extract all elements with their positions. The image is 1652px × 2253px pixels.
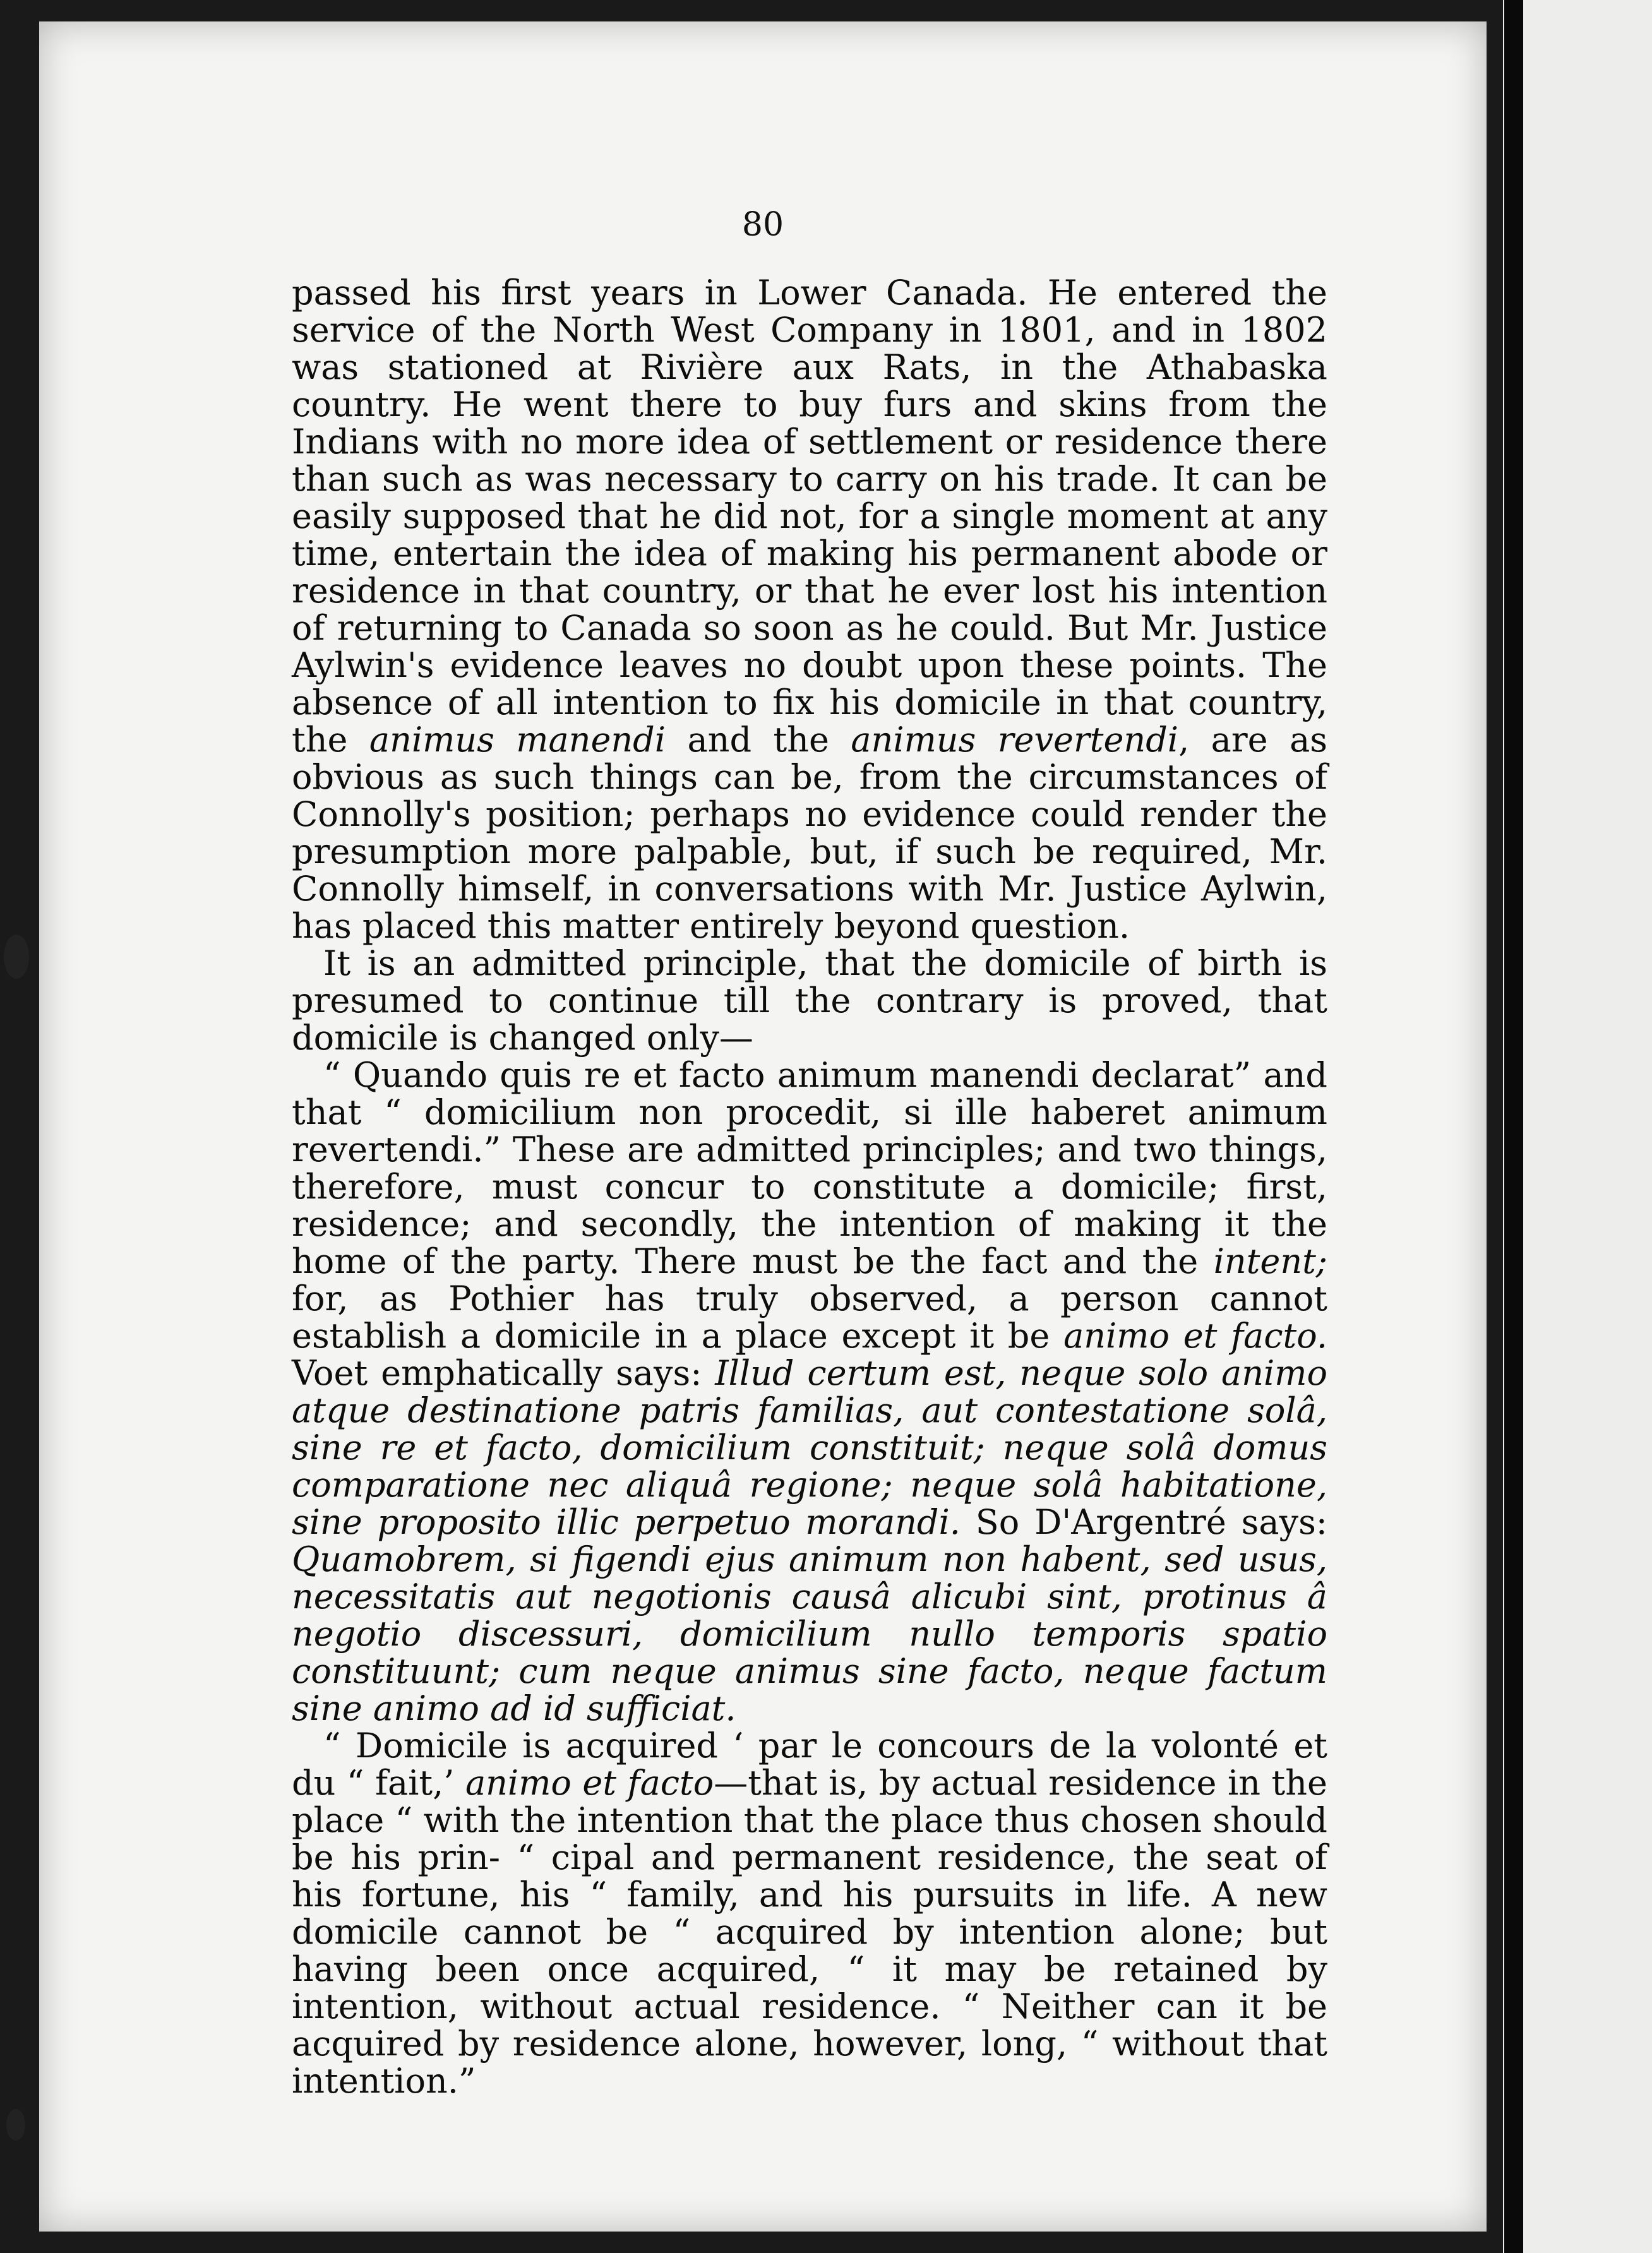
paragraph-p1 xyxy=(292,274,1327,945)
text-run: Voet emphatically says: xyxy=(292,1353,715,1393)
text-run: and the xyxy=(666,720,851,760)
text-run: So D'Argentré says: xyxy=(960,1502,1327,1542)
page-sheet xyxy=(39,21,1487,2232)
text-run: “ Quando quis re et facto animum manendi declarat” and that “ domicilium non procedit, si ille haberet animum revertendi.” These are admitted principles; and two things, therefore, must concur to constitute a domicile; first, residence; and secondly, the intention of making it the home of the party. There must be the fact and the xyxy=(292,1055,1327,1281)
text-run: passed his first years in Lower Canada. He entered the service of the North West Company in 1801, and in 1802 was stationed at Rivière aux Rats, in the Athabaska country. He went there to buy furs and skins from the Indians with no more idea of settlement or residence there than such as was necessary to carry on his trade. It can be easily supposed that he did not, for a single moment at any time, entertain the idea of making his permanent abode or residence in that country, or that he ever lost his intention of returning to Canada so soon as he could. But Mr. Justice Aylwin's evidence leaves no doubt upon these points. The absence of all intention to fix his domicile in that country, the xyxy=(292,273,1327,760)
binding-shadow xyxy=(1504,0,1523,2253)
italic-text: Illud certum est, neque solo animo atque destinatione patris familias, aut contestatione solâ, sine re et facto, domicilium constituit; neque solâ domus comparatione nec aliquâ regione; neque solâ habitatione, sine proposito illic perpetuo morandi. xyxy=(292,1353,1327,1542)
text-run: It is an admitted principle, that the domicile of birth is presumed to continue till the contrary is proved, that domicile is changed only— xyxy=(292,943,1327,1058)
body-text xyxy=(292,274,1327,2100)
text-run: for, as Pothier has truly observed, a person cannot establish a domicile in a place except it be xyxy=(292,1279,1327,1356)
text-run: —that is, by actual residence in the place “ with the intention that the place thus chosen should be his prin- “ cipal and permanent residence, the seat of his fortune, his “ family, and his pursuits in life. A new domicile cannot be “ acquired by intention alone; but having been once acquired, “ it may be retained by intention, without actual residence. “ Neither can it be acquired by residence alone, however, long, “ without that intention.” xyxy=(292,1763,1327,2101)
paragraph-p2 xyxy=(292,945,1327,1056)
scan-speck xyxy=(4,935,29,979)
italic-text: Quamobrem, si figendi ejus animum non habent, sed usus, necessitatis aut negotionis causâ alicubi sint, protinus â negotio discessuri, domicilium nullo temporis spatio constituunt; cum neque animus sine facto, neque factum sine animo ad id sufficiat. xyxy=(292,1539,1327,1728)
italic-text: animo et facto. xyxy=(1063,1316,1327,1356)
paragraph-p4 xyxy=(292,1727,1327,2100)
italic-text: animus manendi xyxy=(369,720,666,760)
scan-speck xyxy=(6,2109,25,2141)
page-number: 80 xyxy=(741,206,784,244)
text-run: , are as obvious as such things can be, from the circumstances of Connolly's position; perhaps no evidence could render the presumption more palpable, but, if such be required, Mr. Connolly himself, in conversations with Mr. Justice Aylwin, has placed this matter entirely beyond question. xyxy=(292,720,1327,946)
italic-text: animus revertendi xyxy=(851,720,1179,760)
adjacent-page-edge xyxy=(1503,0,1652,2253)
italic-text: intent; xyxy=(1213,1241,1327,1281)
italic-text: animo et facto xyxy=(465,1763,714,1803)
text-run: “ Domicile is acquired ‘ par le concours de la volonté et du “ fait,’ xyxy=(292,1726,1327,1803)
paragraph-p3 xyxy=(292,1056,1327,1727)
